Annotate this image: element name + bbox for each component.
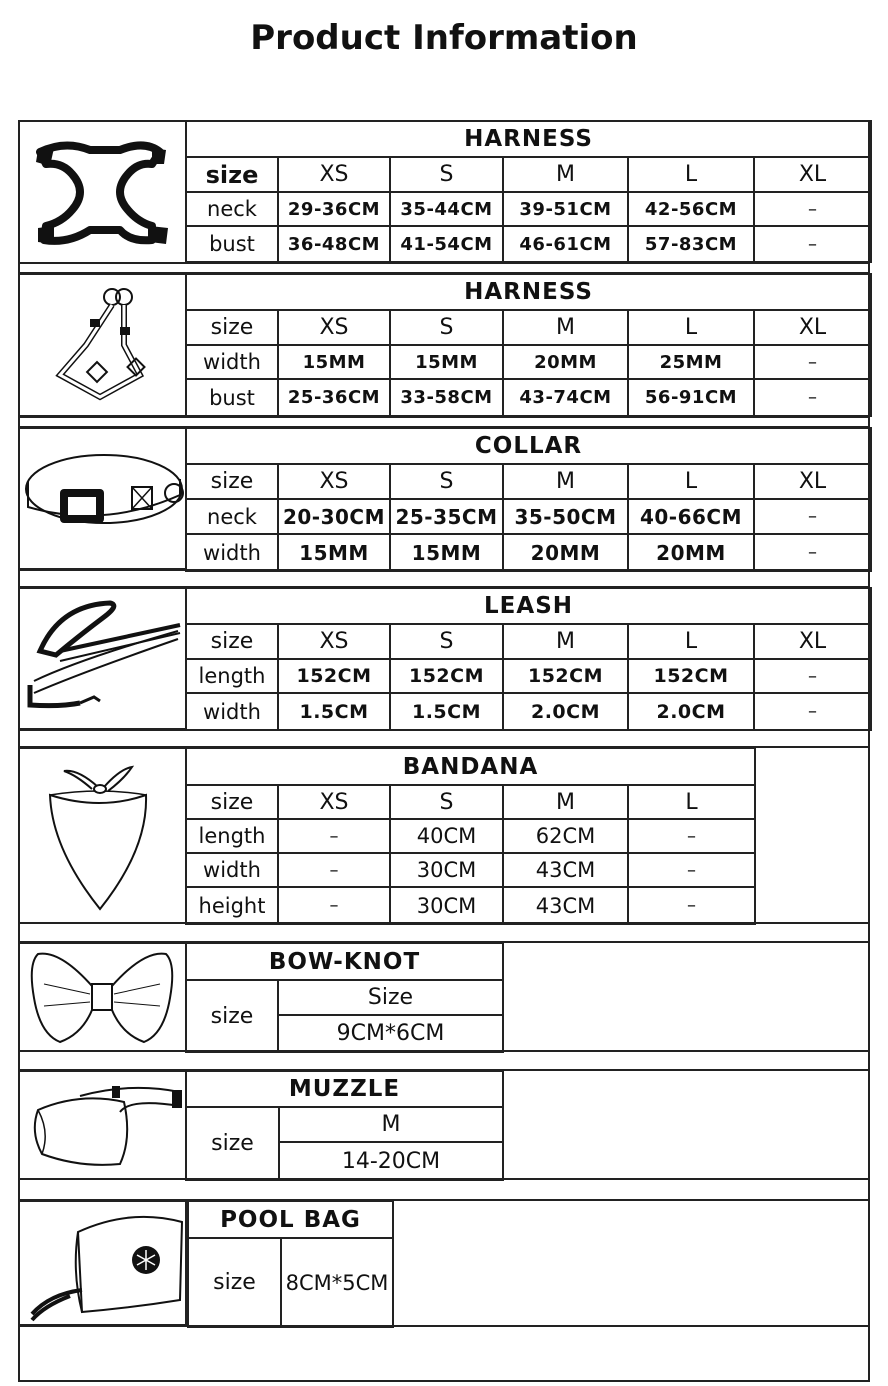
cell-value: 35-44CM — [390, 192, 503, 226]
row-label: neck — [186, 499, 278, 534]
leash-image — [18, 587, 187, 730]
cell-value: 20MM — [503, 345, 628, 379]
cell-value: 152CM — [278, 659, 390, 693]
cell-value: 25-35CM — [390, 499, 503, 534]
section-divider — [18, 922, 870, 924]
size-label: size — [186, 157, 278, 192]
cell-value: 15MM — [390, 534, 503, 571]
muzzle-table — [185, 1070, 504, 1181]
cell-value: 43CM — [503, 887, 628, 924]
bandana-table — [185, 747, 756, 925]
size-header: M — [503, 310, 628, 345]
collar-image — [18, 427, 187, 570]
section-heading: COLLAR — [186, 428, 871, 464]
section-divider — [18, 1199, 870, 1201]
cell-value: 30CM — [390, 853, 503, 887]
cell-value: 15MM — [278, 345, 390, 379]
size-label: size — [186, 464, 278, 499]
cell-value: – — [754, 659, 871, 693]
cell-value: 25-36CM — [278, 379, 390, 416]
cell-value: 25MM — [628, 345, 754, 379]
size-header: S — [390, 785, 503, 819]
cell-value: – — [278, 887, 390, 924]
section-heading: BANDANA — [186, 748, 755, 785]
size-header: Size — [278, 980, 503, 1015]
bow-knot-image — [18, 942, 187, 1052]
size-header: M — [503, 624, 628, 659]
cell-value: 1.5CM — [390, 693, 503, 730]
muzzle-icon — [20, 1072, 185, 1178]
cell-value: – — [754, 192, 871, 226]
cell-value: – — [628, 853, 755, 887]
size-header: L — [628, 464, 754, 499]
cell-value: – — [754, 693, 871, 730]
page-title: Product Information — [250, 18, 638, 58]
size-header: S — [390, 310, 503, 345]
cell-value: 20MM — [628, 534, 754, 571]
row-label: bust — [186, 226, 278, 262]
cell-value: 2.0CM — [503, 693, 628, 730]
cell-value: – — [754, 226, 871, 262]
cell-value: 56-91CM — [628, 379, 754, 416]
size-header: L — [628, 310, 754, 345]
cell-value: 30CM — [390, 887, 503, 924]
section-heading: MUZZLE — [186, 1071, 503, 1107]
cell-value: 36-48CM — [278, 226, 390, 262]
cell-value: 39-51CM — [503, 192, 628, 226]
section-heading: LEASH — [186, 588, 871, 624]
leash-table — [185, 587, 872, 731]
row-label: height — [186, 887, 278, 924]
cell-value: 152CM — [390, 659, 503, 693]
cell-value: 9CM*6CM — [278, 1015, 503, 1052]
cell-value: 43CM — [503, 853, 628, 887]
harness-vest-table — [185, 120, 872, 263]
cell-value: 1.5CM — [278, 693, 390, 730]
size-label: size — [186, 624, 278, 659]
size-label: size — [186, 980, 278, 1052]
size-header: XL — [754, 464, 871, 499]
size-header: XL — [754, 624, 871, 659]
cell-value: 40-66CM — [628, 499, 754, 534]
cell-value: 20-30CM — [278, 499, 390, 534]
section-divider — [18, 426, 870, 428]
section-heading: POOL BAG — [188, 1201, 393, 1238]
section-heading: BOW-KNOT — [186, 943, 503, 980]
cell-value: 40CM — [390, 819, 503, 853]
section-divider — [18, 1325, 870, 1327]
size-header: L — [628, 157, 754, 192]
bandana-icon — [20, 749, 185, 922]
cell-value: 15MM — [278, 534, 390, 571]
collar-table — [185, 427, 872, 572]
row-label: neck — [186, 192, 278, 226]
bow-knot-icon — [20, 944, 185, 1050]
size-header: XS — [278, 310, 390, 345]
cell-value: – — [754, 499, 871, 534]
harness-vest-icon — [20, 122, 185, 262]
section-divider — [18, 1178, 870, 1180]
harness-step-in-table — [185, 273, 872, 417]
leash-icon — [20, 589, 185, 729]
size-header: M — [503, 157, 628, 192]
pool-bag-table — [187, 1200, 394, 1328]
size-header: XS — [278, 157, 390, 192]
section-divider — [18, 1069, 870, 1071]
cell-value: 62CM — [503, 819, 628, 853]
cell-value: 43-74CM — [503, 379, 628, 416]
cell-value: 35-50CM — [503, 499, 628, 534]
section-divider — [18, 729, 870, 731]
size-label: size — [188, 1238, 281, 1327]
harness-vest-image — [18, 120, 187, 264]
bandana-image — [18, 747, 187, 924]
size-header: M — [503, 464, 628, 499]
size-header: S — [390, 624, 503, 659]
cell-value: 8CM*5CM — [281, 1238, 393, 1327]
cell-value: 41-54CM — [390, 226, 503, 262]
cell-value: – — [754, 534, 871, 571]
section-divider — [18, 416, 870, 418]
size-header: XS — [278, 624, 390, 659]
section-divider — [18, 1050, 870, 1052]
pool-bag-image — [18, 1200, 187, 1326]
cell-value: 2.0CM — [628, 693, 754, 730]
section-divider — [18, 569, 870, 571]
size-header: S — [390, 157, 503, 192]
pool-bag-icon — [20, 1202, 185, 1324]
cell-value: 15MM — [390, 345, 503, 379]
cell-value: 57-83CM — [628, 226, 754, 262]
size-label: size — [186, 1107, 279, 1180]
size-label: size — [186, 785, 278, 819]
size-header: XS — [278, 464, 390, 499]
size-header: S — [390, 464, 503, 499]
size-header: XL — [754, 157, 871, 192]
section-divider — [18, 272, 870, 274]
row-label: width — [186, 345, 278, 379]
row-label: length — [186, 659, 278, 693]
size-header: XS — [278, 785, 390, 819]
cell-value: – — [628, 887, 755, 924]
collar-icon — [20, 429, 185, 569]
cell-value: – — [278, 819, 390, 853]
cell-value: – — [628, 819, 755, 853]
size-header: M — [279, 1107, 503, 1142]
size-header: XL — [754, 310, 871, 345]
cell-value: 152CM — [503, 659, 628, 693]
size-header: M — [503, 785, 628, 819]
size-header: L — [628, 785, 755, 819]
cell-value: 152CM — [628, 659, 754, 693]
size-header: L — [628, 624, 754, 659]
cell-value: 14-20CM — [279, 1142, 503, 1180]
cell-value: 33-58CM — [390, 379, 503, 416]
section-divider — [18, 262, 870, 264]
row-label: length — [186, 819, 278, 853]
section-divider — [18, 586, 870, 588]
cell-value: – — [754, 345, 871, 379]
cell-value: 29-36CM — [278, 192, 390, 226]
cell-value: 20MM — [503, 534, 628, 571]
section-heading: HARNESS — [186, 121, 871, 157]
cell-value: 46-61CM — [503, 226, 628, 262]
row-label: width — [186, 693, 278, 730]
section-divider — [18, 746, 870, 748]
harness-step-in-icon — [20, 275, 185, 415]
section-divider — [18, 941, 870, 943]
bow-knot-table — [185, 942, 504, 1053]
cell-value: 42-56CM — [628, 192, 754, 226]
row-label: bust — [186, 379, 278, 416]
cell-value: – — [754, 379, 871, 416]
cell-value: – — [278, 853, 390, 887]
muzzle-image — [18, 1070, 187, 1180]
row-label: width — [186, 534, 278, 571]
harness-step-in-image — [18, 273, 187, 417]
section-heading: HARNESS — [186, 274, 871, 310]
size-label: size — [186, 310, 278, 345]
row-label: width — [186, 853, 278, 887]
